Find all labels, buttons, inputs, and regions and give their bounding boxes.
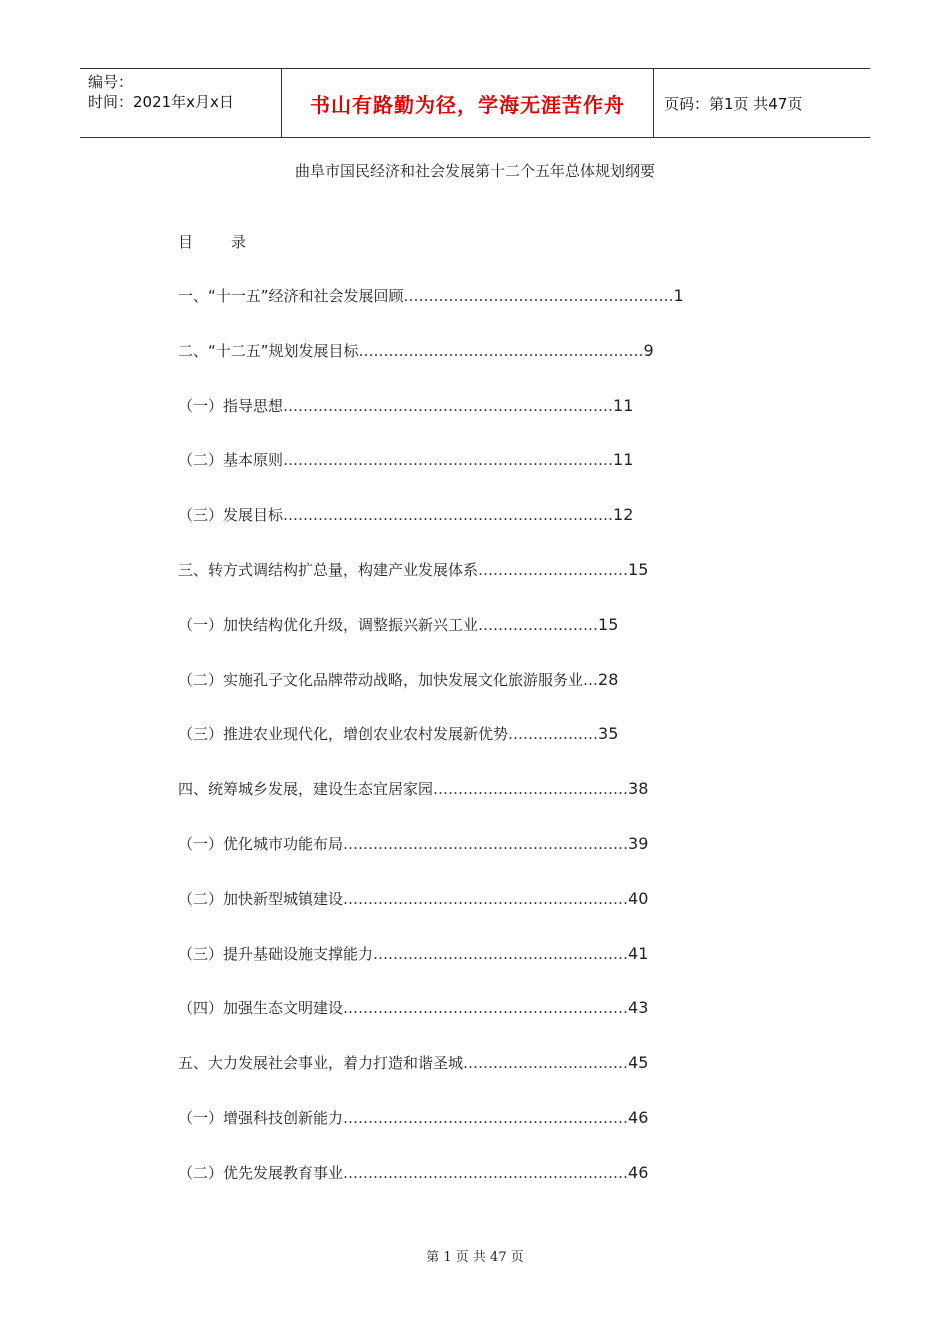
toc-entry-leader-dots: ………………………………………………… — [343, 890, 629, 908]
toc-entry-text: （二）加快新型城镇建设 — [178, 890, 344, 908]
toc-entry-page-number: 46 — [628, 1163, 649, 1182]
toc-entry[interactable] — [178, 559, 648, 580]
toc-entry-page-number: 15 — [598, 615, 619, 634]
toc-heading-left: 目 — [178, 233, 194, 251]
toc-entry-text: （二）基本原则 — [178, 451, 284, 469]
toc-entry-page-number: 11 — [613, 450, 634, 469]
toc-entry-text: （一）加快结构优化升级，调整振兴新兴工业 — [178, 616, 479, 634]
toc-entry-page-number: 43 — [628, 998, 649, 1017]
toc-entry-text: 五、大力发展社会事业，着力打造和谐圣城 — [178, 1054, 464, 1072]
toc-entry[interactable] — [178, 504, 633, 525]
toc-entry[interactable] — [178, 833, 648, 854]
toc-entry-text: （三）提升基础设施支撑能力 — [178, 945, 374, 963]
toc-entry-page-number: 9 — [643, 341, 654, 360]
toc-entry-page-number: 39 — [628, 834, 649, 853]
toc-entry[interactable] — [178, 997, 648, 1018]
toc-entry-leader-dots: …………………………… — [463, 1054, 629, 1072]
header-motto: 书山有路勤为径，学海无涯苦作舟 — [282, 69, 654, 137]
toc-entry-leader-dots: ………………………………………………… — [343, 1164, 629, 1182]
toc-entry-leader-dots: ………………………………………………………… — [283, 451, 614, 469]
toc-entry-page-number: 40 — [628, 889, 649, 908]
toc-entry-text: 四、统筹城乡发展，建设生态宜居家园 — [178, 780, 434, 798]
document-title: 曲阜市国民经济和社会发展第十二个五年总体规划纲要 — [294, 162, 655, 180]
toc-entry-leader-dots: … — [583, 671, 599, 689]
toc-entry-page-number: 45 — [628, 1053, 649, 1072]
toc-heading — [178, 231, 246, 252]
toc-entry-page-number: 11 — [613, 396, 634, 415]
toc-entry-leader-dots: ………………………………… — [433, 780, 629, 798]
toc-entry[interactable] — [178, 888, 648, 909]
toc-entry-page-number: 12 — [613, 505, 634, 524]
toc-entry-leader-dots: ……………………………………………… — [403, 287, 674, 305]
toc-entry-page-number: 46 — [628, 1108, 649, 1127]
header-page-info: 页码：第1页 共47页 — [664, 94, 803, 113]
toc-entry[interactable] — [178, 943, 648, 964]
toc-entry-text: （三）推进农业现代化，增创农业农村发展新优势 — [178, 725, 509, 743]
toc-entry-text: （三）发展目标 — [178, 506, 284, 524]
toc-entry-text: 一、“十一五”经济和社会发展回顾 — [178, 287, 404, 305]
toc-entry-leader-dots: ……………… — [508, 725, 599, 743]
toc-entry-text: 二、“十二五”规划发展目标 — [178, 342, 359, 360]
header-number-label: 编号： — [88, 73, 134, 91]
toc-entry[interactable] — [178, 614, 618, 635]
toc-heading-right: 录 — [231, 233, 247, 251]
toc-entry-leader-dots: ………………………………………………………… — [283, 397, 614, 415]
toc-entry[interactable] — [178, 395, 633, 416]
header-meta — [80, 69, 282, 137]
toc-entry[interactable] — [178, 778, 648, 799]
toc-entry-text: （四）加强生态文明建设 — [178, 999, 344, 1017]
toc-entry-text: （一）优化城市功能布局 — [178, 835, 344, 853]
toc-entry-text: （一）增强科技创新能力 — [178, 1109, 344, 1127]
toc-entry[interactable] — [178, 285, 684, 306]
page-header — [80, 68, 870, 138]
toc-entry-page-number: 15 — [628, 560, 649, 579]
toc-entry[interactable] — [178, 723, 618, 744]
toc-entry[interactable] — [178, 340, 654, 361]
toc-entry-leader-dots: ………………………………………………… — [343, 999, 629, 1017]
toc-entry-text: （二）优先发展教育事业 — [178, 1164, 344, 1182]
toc-entry[interactable] — [178, 1162, 648, 1183]
toc-entry-page-number: 28 — [598, 670, 619, 689]
toc-entry-leader-dots: ………………………………………………… — [358, 342, 644, 360]
toc-entry-text: 三、转方式调结构扩总量，构建产业发展体系 — [178, 561, 479, 579]
toc-entry-page-number: 41 — [628, 944, 649, 963]
header-time-label: 时间：2021年x月x日 — [88, 93, 234, 111]
toc-entry-leader-dots: ………………………… — [478, 561, 629, 579]
toc-entry[interactable] — [178, 449, 633, 470]
toc-entry-leader-dots: ………………………………………………… — [343, 835, 629, 853]
toc-entry-leader-dots: ………………………………………………………… — [283, 506, 614, 524]
page-footer: 第 1 页 共 47 页 — [426, 1250, 524, 1265]
toc-entry-text: （一）指导思想 — [178, 397, 284, 415]
toc-entry[interactable] — [178, 1052, 648, 1073]
toc-entry-page-number: 38 — [628, 779, 649, 798]
toc-entry-page-number: 35 — [598, 724, 619, 743]
toc-entry-text: （二）实施孔子文化品牌带动战略，加快发展文化旅游服务业 — [178, 671, 584, 689]
toc-entry[interactable] — [178, 669, 618, 690]
toc-entry-page-number: 1 — [673, 286, 684, 305]
toc-entry[interactable] — [178, 1107, 648, 1128]
toc-entry-leader-dots: …………………… — [478, 616, 599, 634]
toc-entry-leader-dots: …………………………………………… — [373, 945, 629, 963]
toc-entry-leader-dots: ………………………………………………… — [343, 1109, 629, 1127]
